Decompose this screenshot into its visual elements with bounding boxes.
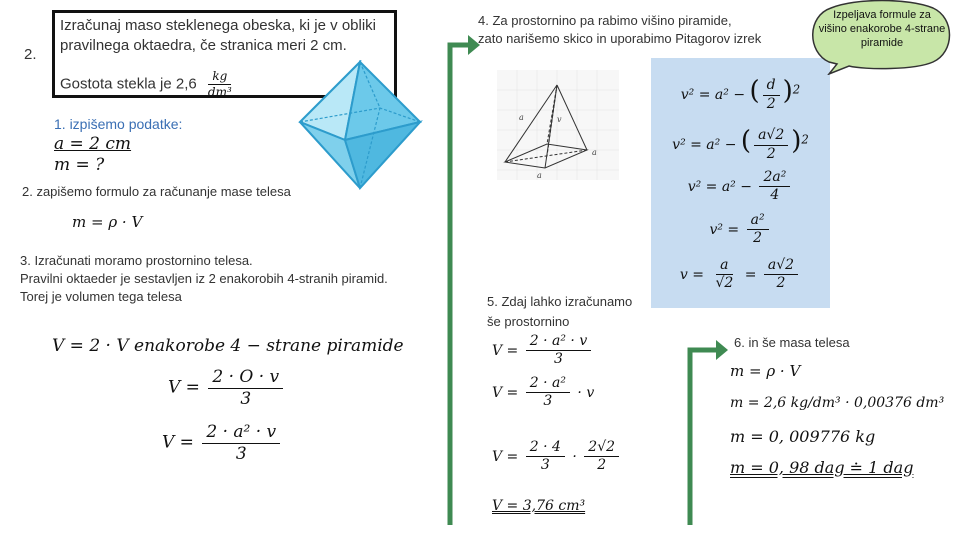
mass-formula: m = ρ · V xyxy=(72,213,143,231)
v1-den: 3 xyxy=(240,388,252,409)
volume-formula-2 xyxy=(162,423,283,463)
svg-text:a: a xyxy=(519,113,524,122)
v1-lhs: V = xyxy=(168,377,200,398)
volume-text-formula: V = 2 · V enakorobe 4 − strane piramide xyxy=(52,336,404,356)
volume-formula-1 xyxy=(168,368,286,408)
s5f2-num: 2 · a² xyxy=(526,376,570,393)
step4-line2: zato narišemo skico in uporabimo Pitagorov izrek xyxy=(478,31,762,46)
step3-text xyxy=(20,252,450,306)
pyth-row-3: v² = a² − $\frac{\text{2a²}}{4}$ xyxy=(651,170,830,204)
s5f3-den1: 3 xyxy=(540,457,550,474)
density-unit-num: kg xyxy=(208,70,231,85)
pyth-row-4: v² = $\frac{\text{a²}}{2}$ xyxy=(651,213,830,247)
v2-den: 3 xyxy=(235,443,247,464)
bubble-text: Izpeljava formule za višino enakorobe 4-strane piramide xyxy=(818,9,946,49)
volume-result: V = 3,76 cm³ xyxy=(492,498,586,514)
s5f2-rhs: · v xyxy=(577,384,595,401)
step4-line1: 4. Za prostornino pa rabimo višino piramide, xyxy=(478,13,732,28)
data-m: m = ? xyxy=(54,155,105,175)
s5f1-num: 2 · a² · v xyxy=(526,334,591,351)
task-number: 2. xyxy=(24,46,37,63)
step2-label: 2. zapišemo formulo za računanje mase telesa xyxy=(22,184,291,199)
pyramid-sketch-image xyxy=(497,70,619,180)
density-prefix: Gostota stekla je 2,6 xyxy=(60,75,197,93)
mass-formula-2: m = 2,6 kg/dm³ · 0,00376 dm³ xyxy=(730,395,945,411)
problem-text: Izračunaj maso steklenega obeska, ki je v obliki pravilnega oktaedra, če stranica meri 2 cm. xyxy=(60,17,376,54)
step5-line1: 5. Zdaj lahko izračunamo xyxy=(487,294,633,309)
flow-arrow-2 xyxy=(680,335,730,525)
step5-formula-1 xyxy=(492,334,594,368)
data-a: a = 2 cm xyxy=(54,134,132,154)
step3-line1: 3. Izračunati moramo prostornino telesa. xyxy=(20,253,253,268)
flow-arrow-1 xyxy=(440,15,480,525)
mass-formula-1: m = ρ · V xyxy=(730,362,801,380)
density-unit-den: dm³ xyxy=(207,85,232,100)
step5-text xyxy=(487,292,657,332)
step5-formula-2 xyxy=(492,376,594,410)
step1-label: 1. izpišemo podatke: xyxy=(54,116,183,132)
pyth-row-2: v² = a² − ( $\frac{a√2}{2}$ )$^2$ xyxy=(672,126,809,162)
svg-text:a: a xyxy=(592,148,597,157)
s5f1-den: 3 xyxy=(554,351,563,368)
svg-text:a: a xyxy=(537,171,542,180)
v1-num: 2 · O · v xyxy=(208,368,283,389)
pyth-row-1: v² = a² − ( $\frac{d}{2}$ )$^2$ xyxy=(680,76,801,112)
density-unit xyxy=(204,70,236,99)
step5-line2: še prostornino xyxy=(487,314,570,329)
v2-num: 2 · a² · v xyxy=(202,423,280,444)
svg-text:v: v xyxy=(557,115,562,124)
s5f3-num2: 2√2 xyxy=(584,440,619,457)
step5-formula-3: V = $\frac{2 \cdot 4}{3}$ · $\frac{2√2}{2}$ xyxy=(492,440,622,474)
step4-text xyxy=(478,12,798,48)
v2-lhs: V = xyxy=(162,432,194,453)
step6-label: 6. in še masa telesa xyxy=(734,335,850,350)
pythagoras-panel xyxy=(651,58,830,308)
s5f1-lhs: V = xyxy=(492,342,519,359)
step3-line3: Torej je volumen tega telesa xyxy=(20,289,182,304)
s5f2-lhs: V = xyxy=(492,384,519,401)
s5f3-lhs: V = xyxy=(492,448,519,465)
octahedron-image xyxy=(295,60,425,190)
pyth-row-5: v = $\frac{a}{√2}$ = $\frac{a√2}{2}$ xyxy=(651,258,830,292)
problem-density xyxy=(60,70,239,99)
step3-line2: Pravilni oktaeder je sestavljen iz 2 enakorobih 4-stranih piramid. xyxy=(20,271,388,286)
s5f3-den2: 2 xyxy=(597,457,607,474)
mass-formula-3: m = 0, 009776 kg xyxy=(730,427,876,446)
mass-result: m = 0, 98 dag ≐ 1 dag xyxy=(730,458,914,477)
s5f2-den: 3 xyxy=(543,393,553,410)
s5f3-num1: 2 · 4 xyxy=(526,440,565,457)
